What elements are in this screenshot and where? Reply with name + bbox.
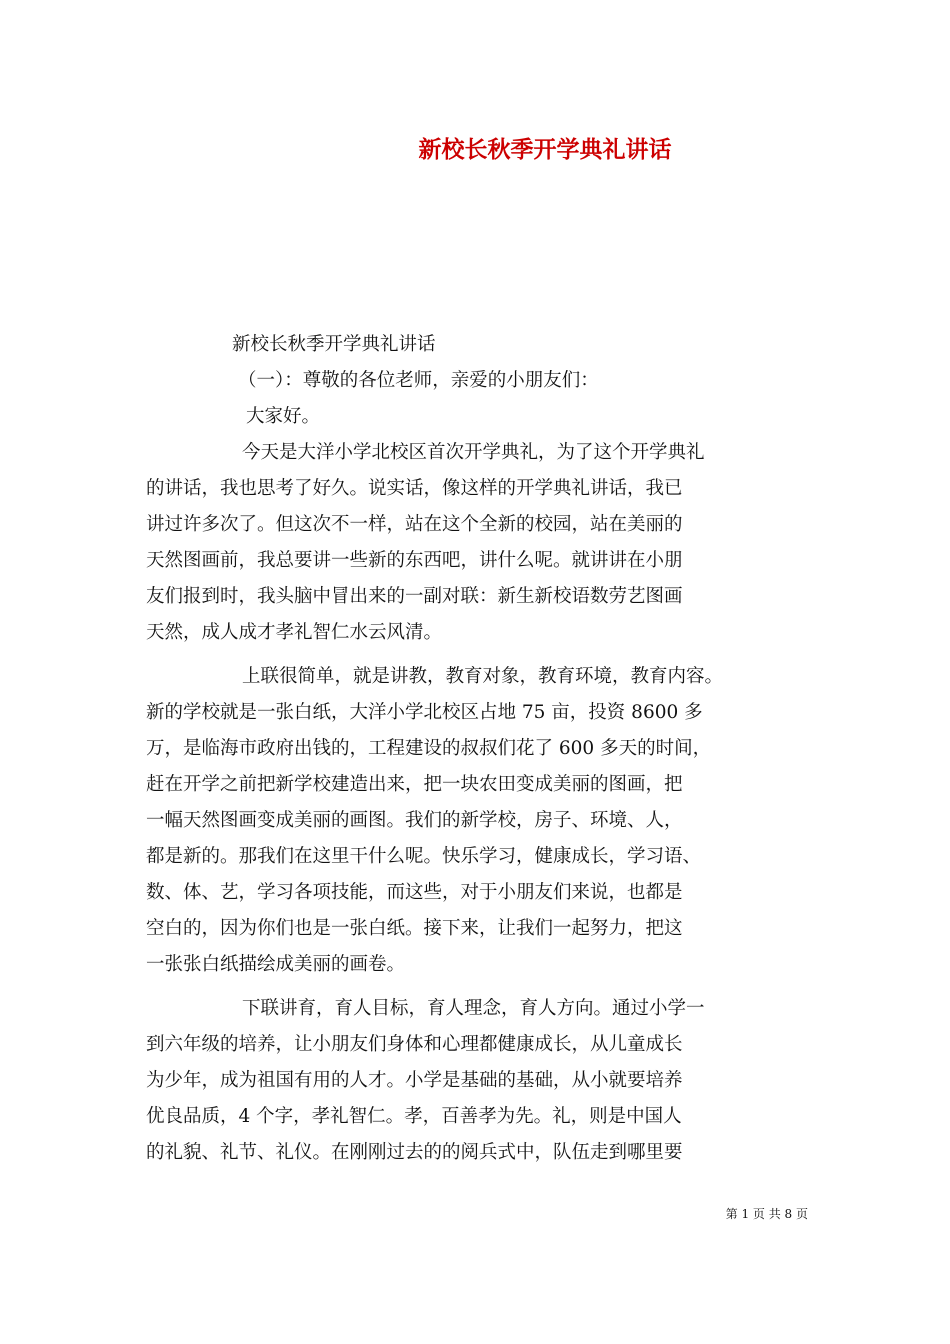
page-number-footer: 第 1 页 共 8 页 <box>725 1207 808 1221</box>
paragraph-line: 为少年，成为祖国有用的人才。小学是基础的基础，从小就要培养 <box>146 1070 683 1091</box>
document-body <box>146 327 816 1171</box>
paragraph-line: 上联很简单，就是讲教，教育对象，教育环境，教育内容。 <box>242 666 724 687</box>
paragraph-line: 到六年级的培养，让小朋友们身体和心理都健康成长，从儿童成长 <box>146 1034 683 1055</box>
paragraph-line: 新的学校就是一张白纸，大洋小学北校区占地 75 亩，投资 8600 多 <box>146 702 703 723</box>
speech-hello: 大家好。 <box>246 406 321 427</box>
speech-heading: 新校长秋季开学典礼讲话 <box>232 334 436 355</box>
paragraph <box>146 435 816 651</box>
paragraph-line: 都是新的。那我们在这里干什么呢。快乐学习，健康成长，学习语、 <box>146 846 702 867</box>
paragraph-line: 友们报到时，我头脑中冒出来的一副对联：新生新校语数劳艺图画 <box>146 586 683 607</box>
document-title: 新校长秋季开学典礼讲话 <box>418 136 672 163</box>
speech-greeting: （一）：尊敬的各位老师，亲爱的小朋友们： <box>238 370 599 391</box>
paragraph-line: 赶在开学之前把新学校建造出来，把一块农田变成美丽的图画，把 <box>146 774 683 795</box>
paragraph-line: 今天是大洋小学北校区首次开学典礼，为了这个开学典礼 <box>242 442 705 463</box>
paragraph-line: 一幅天然图画变成美丽的画图。我们的新学校，房子、环境、人， <box>146 810 683 831</box>
paragraph-line: 万，是临海市政府出钱的，工程建设的叔叔们花了 600 多天的时间， <box>146 738 712 759</box>
paragraph-line: 空白的，因为你们也是一张白纸。接下来，让我们一起努力，把这 <box>146 918 683 939</box>
paragraph <box>146 659 816 983</box>
paragraph-line: 的礼貌、礼节、礼仪。在刚刚过去的的阅兵式中，队伍走到哪里要 <box>146 1142 683 1163</box>
paragraph-line: 天然图画前，我总要讲一些新的东西吧，讲什么呢。就讲讲在小朋 <box>146 550 683 571</box>
paragraph-line: 下联讲育，育人目标，育人理念，育人方向。通过小学一 <box>242 998 705 1019</box>
paragraph-line: 一张张白纸描绘成美丽的画卷。 <box>146 954 406 975</box>
paragraph-line: 数、体、艺，学习各项技能，而这些，对于小朋友们来说，也都是 <box>146 882 683 903</box>
paragraph-line: 的讲话，我也思考了好久。说实话，像这样的开学典礼讲话，我已 <box>146 478 683 499</box>
paragraph <box>146 991 816 1171</box>
paragraph-line: 优良品质，4 个字，孝礼智仁。孝，百善孝为先。礼，则是中国人 <box>146 1106 682 1127</box>
paragraph-line: 讲过许多次了。但这次不一样，站在这个全新的校园，站在美丽的 <box>146 514 683 535</box>
paragraph-line: 天然，成人成才孝礼智仁水云风清。 <box>146 622 443 643</box>
